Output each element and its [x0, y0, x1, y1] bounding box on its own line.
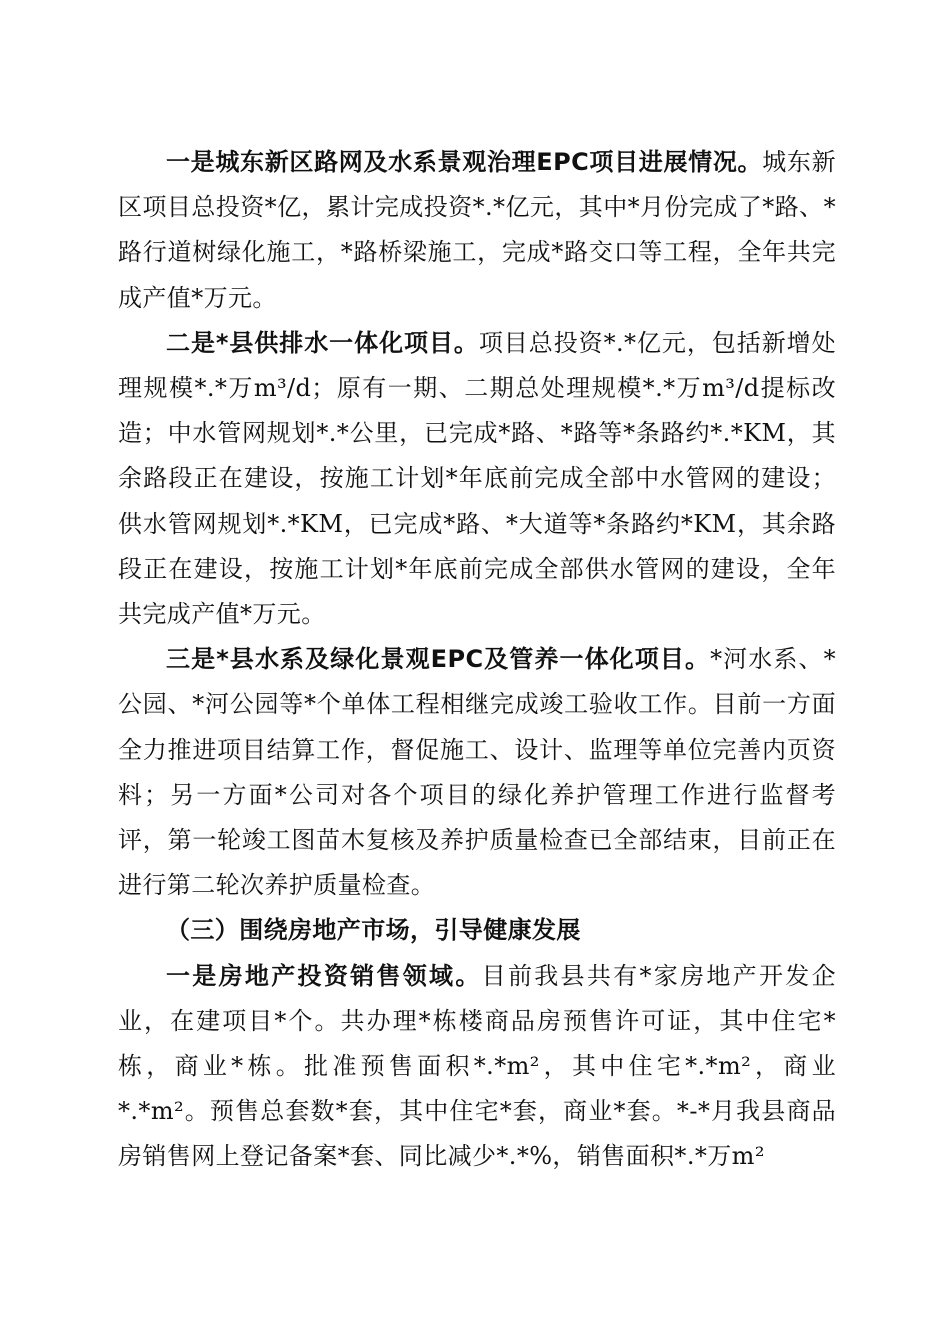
paragraph-text: 城东新区项目总投资*亿，累计完成投资*.*亿元，其中*月份完成了*路、*路行道树绿化施工，*路桥梁施工，完成*路交口等工程，全年共完成产值*万元。 — [118, 148, 836, 312]
paragraph-lead: 一是城东新区路网及水系景观治理EPC项目进展情况。 — [166, 148, 763, 176]
paragraph-water-supply-project — [118, 321, 836, 637]
paragraph-lead: 二是*县供排水一体化项目。 — [166, 328, 479, 357]
document-body — [118, 140, 836, 1180]
paragraph-lead: 三是*县水系及绿化景观EPC及管养一体化项目。 — [166, 645, 711, 674]
paragraph-text: *河水系、*公园、*河公园等*个单体工程相继完成竣工验收工作。目前一方面全力推进项目结算工作，督促施工、设计、监理等单位完善内页资料；另一方面*公司对各个项目的绿化养护管理工作进行监督考评，第一轮竣工图苗木复核及养护质量检查已全部结束，目前正在进行第二轮次养护质量检查。 — [118, 645, 836, 900]
paragraph-real-estate — [118, 954, 836, 1180]
paragraph-text: 项目总投资*.*亿元，包括新增处理规模*.*万m³/d；原有一期、二期总处理规模*.*万m³/d提标改造；中水管网规划*.*公里，已完成*路、*路等*条路约*.*KM，其余路段正在建设，按施工计划*年底前完成全部中水管网的建设；供水管网规划*.*KM，已完成*路、*大道等*条路约*KM，其余路段正在建设，按施工计划*年底前完成全部供水管网的建设，全年共完成产值*万元。 — [118, 328, 836, 629]
section-heading: （三）围绕房地产市场，引导健康发展 — [166, 916, 581, 945]
paragraph-landscape-project — [118, 637, 836, 908]
paragraph-east-district-project — [118, 140, 836, 321]
paragraph-lead: 一是房地产投资销售领域。 — [166, 961, 482, 990]
paragraph-text: 目前我县共有*家房地产开发企业，在建项目*个。共办理*栋楼商品房预售许可证，其中住宅*栋，商业*栋。批准预售面积*.*m²，其中住宅*.*m²，商业*.*m²。预售总套数*套，其中住宅*套，商业*套。*-*月我县商品房销售网上登记备案*套、同比减少*.*%，销售面积*.*万m² — [118, 961, 836, 1171]
